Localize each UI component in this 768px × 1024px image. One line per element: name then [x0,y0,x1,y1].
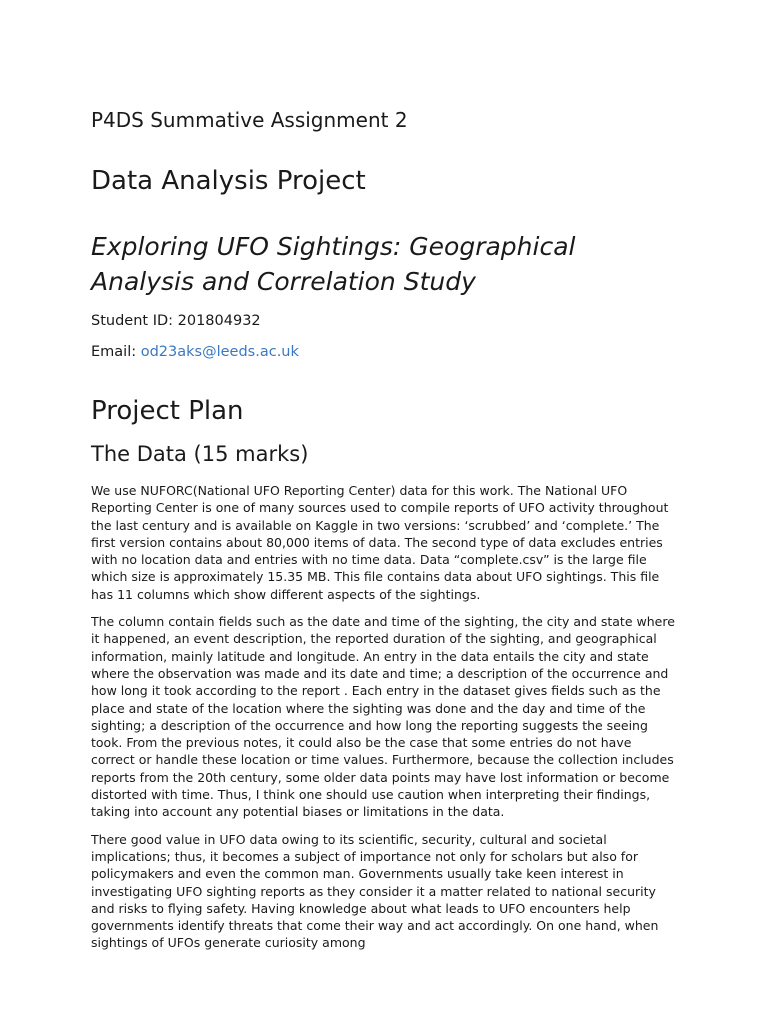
paragraph: We use NUFORC(National UFO Reporting Center) data for this work. The National UFO Reporting Center is one of many sources used to compile reports of UFO activity throughout the last century and is available on Kaggle in two versions: ‘scrubbed’ and ‘complete.’ The first version contains about 80,000 items of data. The second type of data excludes entries with no location data and entries with no time data. Data “complete.csv” is the large file which size is approximately 15.35 MB. This file contains data about UFO sightings. This file has 11 columns which show different aspects of the sightings. [91,483,669,602]
subsection-heading: The Data (15 marks) [91,442,309,466]
document-subtitle: Exploring UFO Sightings: Geographical Analysis and Correlation Study [91,232,576,296]
course-title: P4DS Summative Assignment 2 [91,108,408,132]
student-id-label: Student ID: [91,313,178,329]
section-heading: Project Plan [91,396,244,426]
paragraph: The column contain fields such as the date and time of the sighting, the city and state where it happened, an event description, the reported duration of the sighting, and geographical information, mainly latitude and longitude. An entry in the data entails the city and state where the observation was made and its date and time; a description of the occurrence and how long it took according to the report . Each entry in the dataset gives fields such as the place and state of the location where the sighting was done and the day and time of the sighting; a description of the occurrence and how long the reporting suggests the seeing took. From the previous notes, it could also be the case that some entries do not have correct or handle these location or time values. Furthermore, because the collection includes reports from the 20th century, some older data points may have lost information or become distorted with time. Thus, I think one should use caution when interpreting their findings, taking into account any potential biases or limitations in the data. [91,614,675,820]
email-label: Email: [91,344,141,360]
email-line [91,344,299,360]
student-id-line [91,313,261,329]
paragraph: There good value in UFO data owing to its scientific, security, cultural and societal implications; thus, it becomes a subject of importance not only for scholars but also for policymakers and even the common man. Governments usually take keen interest in investigating UFO sighting reports as they consider it a matter related to national security and risks to flying safety. Having knowledge about what leads to UFO encounters help governments identify threats that come their way and act accordingly. On one hand, when sightings of UFOs generate curiosity among [91,831,659,951]
body-text [91,482,677,962]
email-link[interactable]: od23aks@leeds.ac.uk [140,344,299,360]
student-id-value: 201804932 [177,313,261,329]
document-title: Data Analysis Project [91,166,366,196]
